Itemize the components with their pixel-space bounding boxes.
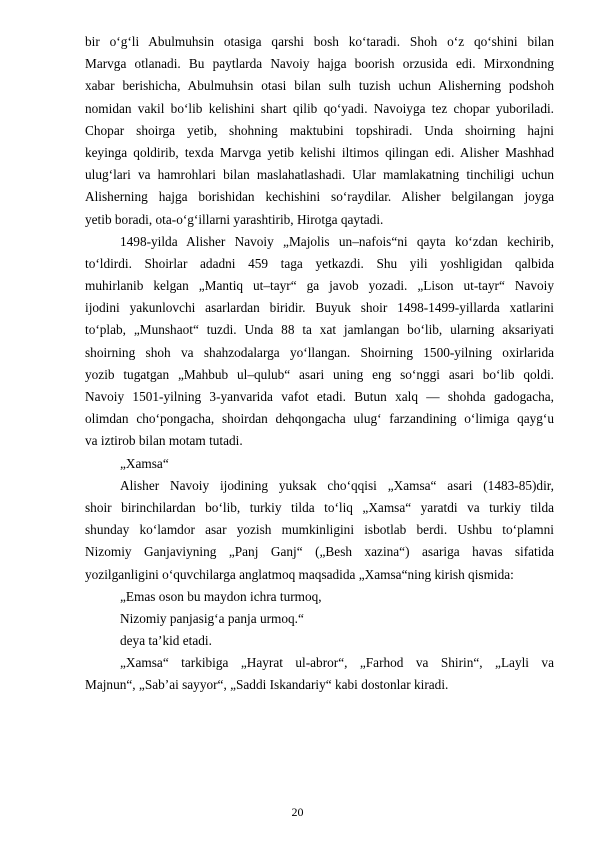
text-line: Nizomiy Ganjaviyning „Panj Ganj“ („Besh xazina“) asariga havas sifatida <box>85 544 554 560</box>
text-line: 1498-yilda Alisher Navoiy „Majolis un–nafois“ni qayta ko‘zdan kechirib, <box>120 233 554 249</box>
text-line: bir o‘g‘li Abulmuhsin otasiga qarshi bosh ko‘taradi. Shoh o‘z qo‘shini bilan <box>85 34 554 49</box>
text-line: Alisherning hajga borishidan kechishini so‘raydilar. Alisher belgilangan joyga <box>85 189 554 205</box>
text-line: Nizomiy panjasig‘a panja urmoq.“ <box>120 610 304 626</box>
text-line: va iztirob bilan motam tutadi. <box>85 433 243 449</box>
text-line: Alisher Navoiy ijodining yuksak cho‘qqisi „Xamsa“ asari (1483-85)dir, <box>120 477 554 493</box>
text-line: yetib boradi, ota-o‘g‘illarni yarashtirib, Hirotga qaytadi. <box>85 211 384 227</box>
text-line: deya ta’kid etadi. <box>120 633 212 649</box>
text-line: Navoiy 1501-yilning 3-yanvarida vafot etadi. Butun xalq — shohda gadogacha, <box>85 389 554 404</box>
text-line: ijodini yakunlovchi asarlardan biridir. Buyuk shoir 1498-1499-yillarda xatlarini <box>85 300 554 316</box>
text-line: muhirlanib kelgan „Mantiq ut–tayr“ ga javob yozadi. „Lison ut-tayr“ Navoiy <box>85 278 554 294</box>
page-number: 20 <box>291 805 304 819</box>
text-line: Chopar shoirga yetib, shohning maktubini topshiradi. Unda shoirning hajni <box>85 122 554 138</box>
text-line: to‘plab, „Munshaot“ tuzdi. Unda 88 ta xat jamlangan bo‘lib, ularning aksariyati <box>85 322 554 338</box>
text-line: shoir birinchilardan bo‘lib, turkiy tilda to‘liq „Xamsa“ yaratdi va turkiy tilda <box>85 499 554 515</box>
text-line: ulug‘lari va hamrohlari bilan maslahatlashadi. Ular mamlakatning tinchiligi uchun <box>85 167 554 183</box>
text-line: keyinga qoldirib, texda Marvga yetib kelishi iltimos qilingan edi. Alisher Mashhad <box>85 144 554 160</box>
text-line: olimdan cho‘pongacha, shoirdan dehqongacha ulug‘ farzandining o‘limiga qayg‘u <box>85 411 554 427</box>
text-line: nomidan vakil bo‘lib kelishini shart qilib qo‘yadi. Navoiyga tez chopar yuboriladi. <box>85 100 554 116</box>
text-line: to‘ldirdi. Shoirlar adadni 459 taga yetkazdi. Shu yili yoshligidan qalbida <box>85 255 554 271</box>
text-line: „Xamsa“ tarkibiga „Hayrat ul-abror“, „Farhod va Shirin“, „Layli va <box>120 655 554 671</box>
text-line: yozib tugatgan „Mahbub ul–qulub“ asari uning eng so‘nggi asari bo‘lib qoldi. <box>85 366 554 382</box>
text-line: „Emas oson bu maydon ichra turmoq, <box>120 588 322 604</box>
text-line: Marvga otlanadi. Bu paytlarda Navoiy hajga boorish orzusida edi. Mirxondning <box>85 56 554 72</box>
text-line: yozilganligini o‘quvchilarga anglatmoq maqsadida „Xamsa“ning kirish qismida: <box>85 566 514 582</box>
text-line: shunday ko‘lamdor asar yozish mumkinligini isbotlab berdi. Ushbu to‘plamni <box>85 522 554 538</box>
document-body <box>85 31 554 697</box>
text-line: xabar berishicha, Abulmuhsin otasi bilan sulh tuzish uchun Alisherning podshoh <box>85 78 554 94</box>
text-line: shoirning shoh va shahzodalarga yo‘llangan. Shoirning 1500-yilning oxirlarida <box>85 344 554 360</box>
text-line: Majnun“, „Sab’ai sayyor“, „Saddi Iskandariy“ kabi dostonlar kiradi. <box>85 677 449 693</box>
text-line: „Xamsa“ <box>120 455 169 471</box>
